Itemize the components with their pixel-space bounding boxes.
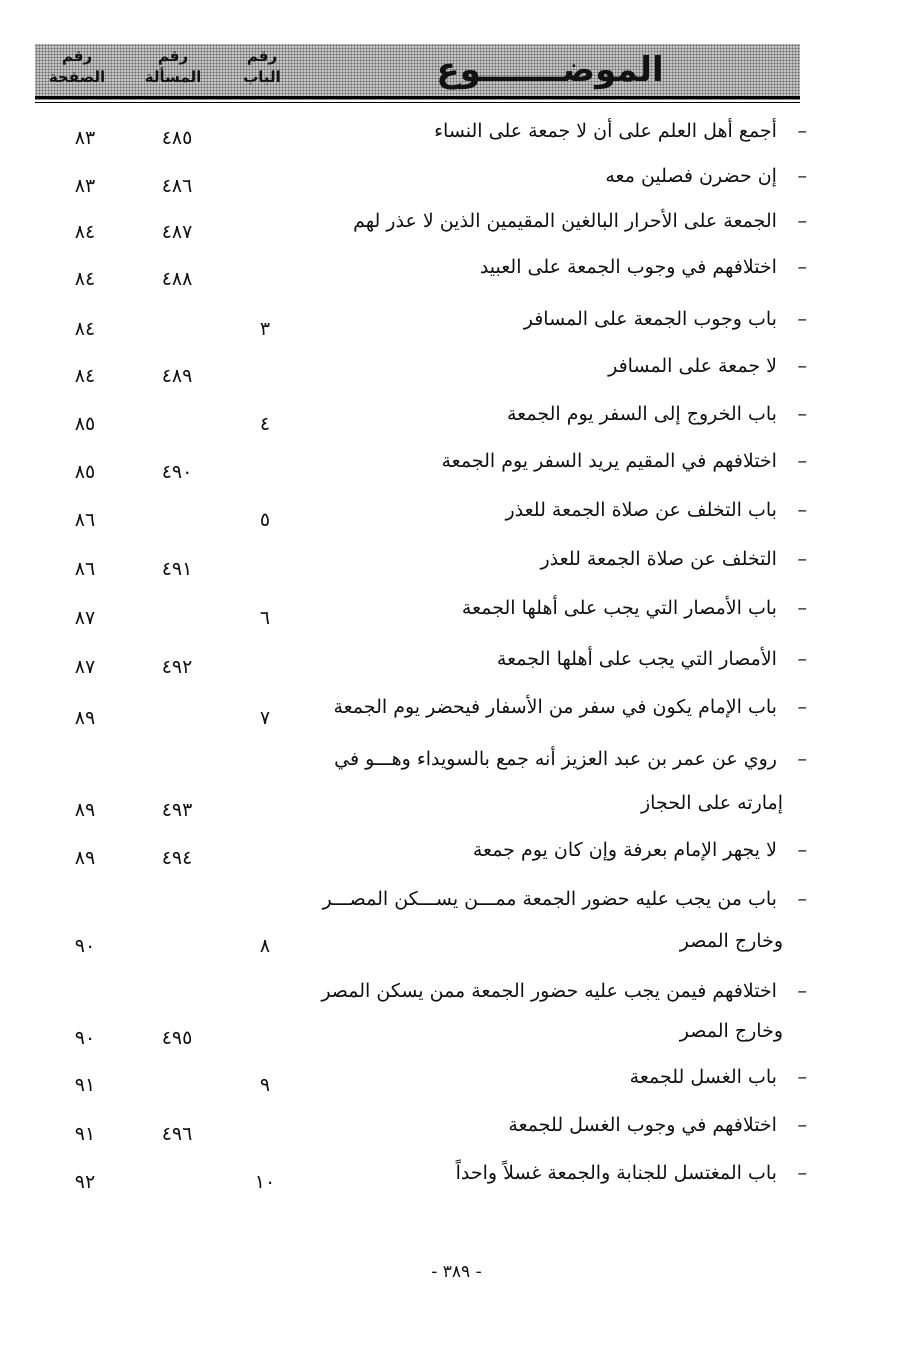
entry-text: إن حضرن فصلين معه xyxy=(605,165,783,187)
toc-entry xyxy=(307,155,807,197)
toc-entry xyxy=(307,829,807,871)
entry-text: باب من يجب عليه حضور الجمعة ممـــن يســـكن المصـــر xyxy=(322,888,783,910)
toc-entry xyxy=(307,298,807,340)
entry-page-number: ٨٩ xyxy=(74,707,96,729)
entry-page-number: ٨٦ xyxy=(74,558,96,580)
entry-dash: – xyxy=(797,165,807,187)
entry-bab-number: ١٠ xyxy=(254,1171,276,1193)
entry-text: باب المغتسل للجنابة والجمعة غسلاً واحداً xyxy=(455,1162,783,1184)
column-header-bab: رقم الباب xyxy=(243,47,281,86)
entry-text-continued: إمارته على الحجاز xyxy=(641,792,783,814)
entry-masala-number: ٤٨٦ xyxy=(161,175,193,197)
toc-entry xyxy=(307,1152,807,1194)
entry-bab-number: ٤ xyxy=(259,413,271,435)
entry-text: باب وجوب الجمعة على المسافر xyxy=(523,308,783,330)
entry-dash: – xyxy=(797,450,807,472)
entry-text: أجمع أهل العلم على أن لا جمعة على النساء xyxy=(434,120,783,142)
entry-page-number: ٨٩ xyxy=(74,847,96,869)
entry-page-number: ٨٥ xyxy=(74,413,96,435)
entry-bab-number: ٧ xyxy=(259,707,271,729)
page-number: - ٣٨٩ - xyxy=(431,1262,482,1282)
entry-masala-number: ٤٩٣ xyxy=(161,799,193,821)
entry-dash: – xyxy=(797,748,807,770)
entry-masala-number: ٤٨٧ xyxy=(161,221,193,243)
entry-masala-number: ٤٨٨ xyxy=(161,268,193,290)
entry-page-number: ٨٧ xyxy=(74,607,96,629)
entry-text: لا يجهر الإمام بعرفة وإن كان يوم جمعة xyxy=(472,839,783,861)
toc-entry xyxy=(307,200,807,242)
column-title-subject: الموضـــــــوع xyxy=(436,50,664,90)
toc-entry xyxy=(307,587,807,629)
entry-masala-number: ٤٩٥ xyxy=(161,1027,193,1049)
toc-entry xyxy=(307,345,807,387)
entry-masala-number: ٤٩٠ xyxy=(161,461,193,483)
entry-text: الأمصار التي يجب على أهلها الجمعة xyxy=(496,648,783,670)
entry-masala-number: ٤٩٢ xyxy=(161,656,193,678)
column-header-masala: رقم المسألة xyxy=(144,47,202,86)
entry-text: لا جمعة على المسافر xyxy=(608,355,783,377)
entry-page-number: ٨٣ xyxy=(74,175,96,197)
header-rule xyxy=(35,96,800,99)
header-rule-thin xyxy=(35,102,800,103)
entry-bab-number: ٩ xyxy=(259,1074,271,1096)
entry-text: باب الخروج إلى السفر يوم الجمعة xyxy=(506,403,783,425)
entry-text-continued: وخارج المصر xyxy=(679,1020,783,1042)
entry-dash: – xyxy=(797,499,807,521)
entry-page-number: ٨٤ xyxy=(74,318,96,340)
entry-dash: – xyxy=(797,980,807,1002)
toc-entry xyxy=(307,686,807,728)
entry-masala-number: ٤٨٥ xyxy=(161,127,193,149)
entry-page-number: ٨٣ xyxy=(74,127,96,149)
entry-dash: – xyxy=(797,355,807,377)
entry-dash: – xyxy=(797,696,807,718)
entry-page-number: ٨٦ xyxy=(74,509,96,531)
entry-page-number: ٩٠ xyxy=(74,1027,96,1049)
entry-dash: – xyxy=(797,210,807,232)
column-header-safha: رقم الصفحة xyxy=(48,47,106,86)
entry-page-number: ٨٧ xyxy=(74,656,96,678)
entry-bab-number: ٦ xyxy=(259,607,271,629)
entry-bab-number: ٥ xyxy=(259,509,271,531)
entry-dash: – xyxy=(797,403,807,425)
entry-dash: – xyxy=(797,648,807,670)
toc-entry xyxy=(307,638,807,680)
toc-entry xyxy=(307,110,807,152)
entry-dash: – xyxy=(797,1066,807,1088)
toc-entry xyxy=(307,246,807,288)
entry-bab-number: ٨ xyxy=(259,935,271,957)
entry-dash: – xyxy=(797,1114,807,1136)
toc-entry xyxy=(307,970,807,1012)
entry-text: اختلافهم فيمن يجب عليه حضور الجمعة ممن يسكن المصر xyxy=(321,980,783,1002)
entry-page-number: ٩٢ xyxy=(74,1171,96,1193)
toc-entry xyxy=(307,738,807,780)
entry-text: اختلافهم في وجوب الجمعة على العبيد xyxy=(479,256,783,278)
entry-masala-number: ٤٨٩ xyxy=(161,365,193,387)
entry-page-number: ٨٤ xyxy=(74,365,96,387)
toc-entry xyxy=(307,538,807,580)
entry-masala-number: ٤٩٤ xyxy=(161,847,193,869)
entry-text: باب الغسل للجمعة xyxy=(629,1066,783,1088)
toc-entry xyxy=(307,878,807,920)
entry-page-number: ٨٤ xyxy=(74,268,96,290)
entry-masala-number: ٤٩٦ xyxy=(161,1123,193,1145)
entry-masala-number: ٤٩١ xyxy=(161,558,193,580)
entry-text: باب الإمام يكون في سفر من الأسفار فيحضر يوم الجمعة xyxy=(333,696,783,718)
entry-dash: – xyxy=(797,548,807,570)
entry-dash: – xyxy=(797,256,807,278)
toc-entry xyxy=(307,393,807,435)
entry-text: اختلافهم في المقيم يريد السفر يوم الجمعة xyxy=(441,450,783,472)
entry-dash: – xyxy=(797,1162,807,1184)
entry-page-number: ٨٥ xyxy=(74,461,96,483)
entry-text-continued: وخارج المصر xyxy=(679,930,783,952)
entry-page-number: ٨٩ xyxy=(74,799,96,821)
entry-dash: – xyxy=(797,597,807,619)
toc-entry xyxy=(307,440,807,482)
entry-bab-number: ٣ xyxy=(259,318,271,340)
toc-entry xyxy=(307,489,807,531)
entry-dash: – xyxy=(797,888,807,910)
entry-text: باب الأمصار التي يجب على أهلها الجمعة xyxy=(461,597,783,619)
entry-text: باب التخلف عن صلاة الجمعة للعذر xyxy=(505,499,783,521)
entry-page-number: ٩١ xyxy=(74,1074,96,1096)
entry-text: الجمعة على الأحرار البالغين المقيمين الذين لا عذر لهم xyxy=(353,210,783,232)
entry-dash: – xyxy=(797,839,807,861)
entry-page-number: ٩٠ xyxy=(74,935,96,957)
entry-text: التخلف عن صلاة الجمعة للعذر xyxy=(540,548,783,570)
entry-page-number: ٩١ xyxy=(74,1123,96,1145)
entry-text: روي عن عمر بن عبد العزيز أنه جمع بالسويداء وهـــو في xyxy=(334,748,783,770)
toc-entry xyxy=(307,1104,807,1146)
entry-dash: – xyxy=(797,120,807,142)
entry-text: اختلافهم في وجوب الغسل للجمعة xyxy=(508,1114,783,1136)
entry-dash: – xyxy=(797,308,807,330)
entry-page-number: ٨٤ xyxy=(74,221,96,243)
toc-entry xyxy=(307,1056,807,1098)
